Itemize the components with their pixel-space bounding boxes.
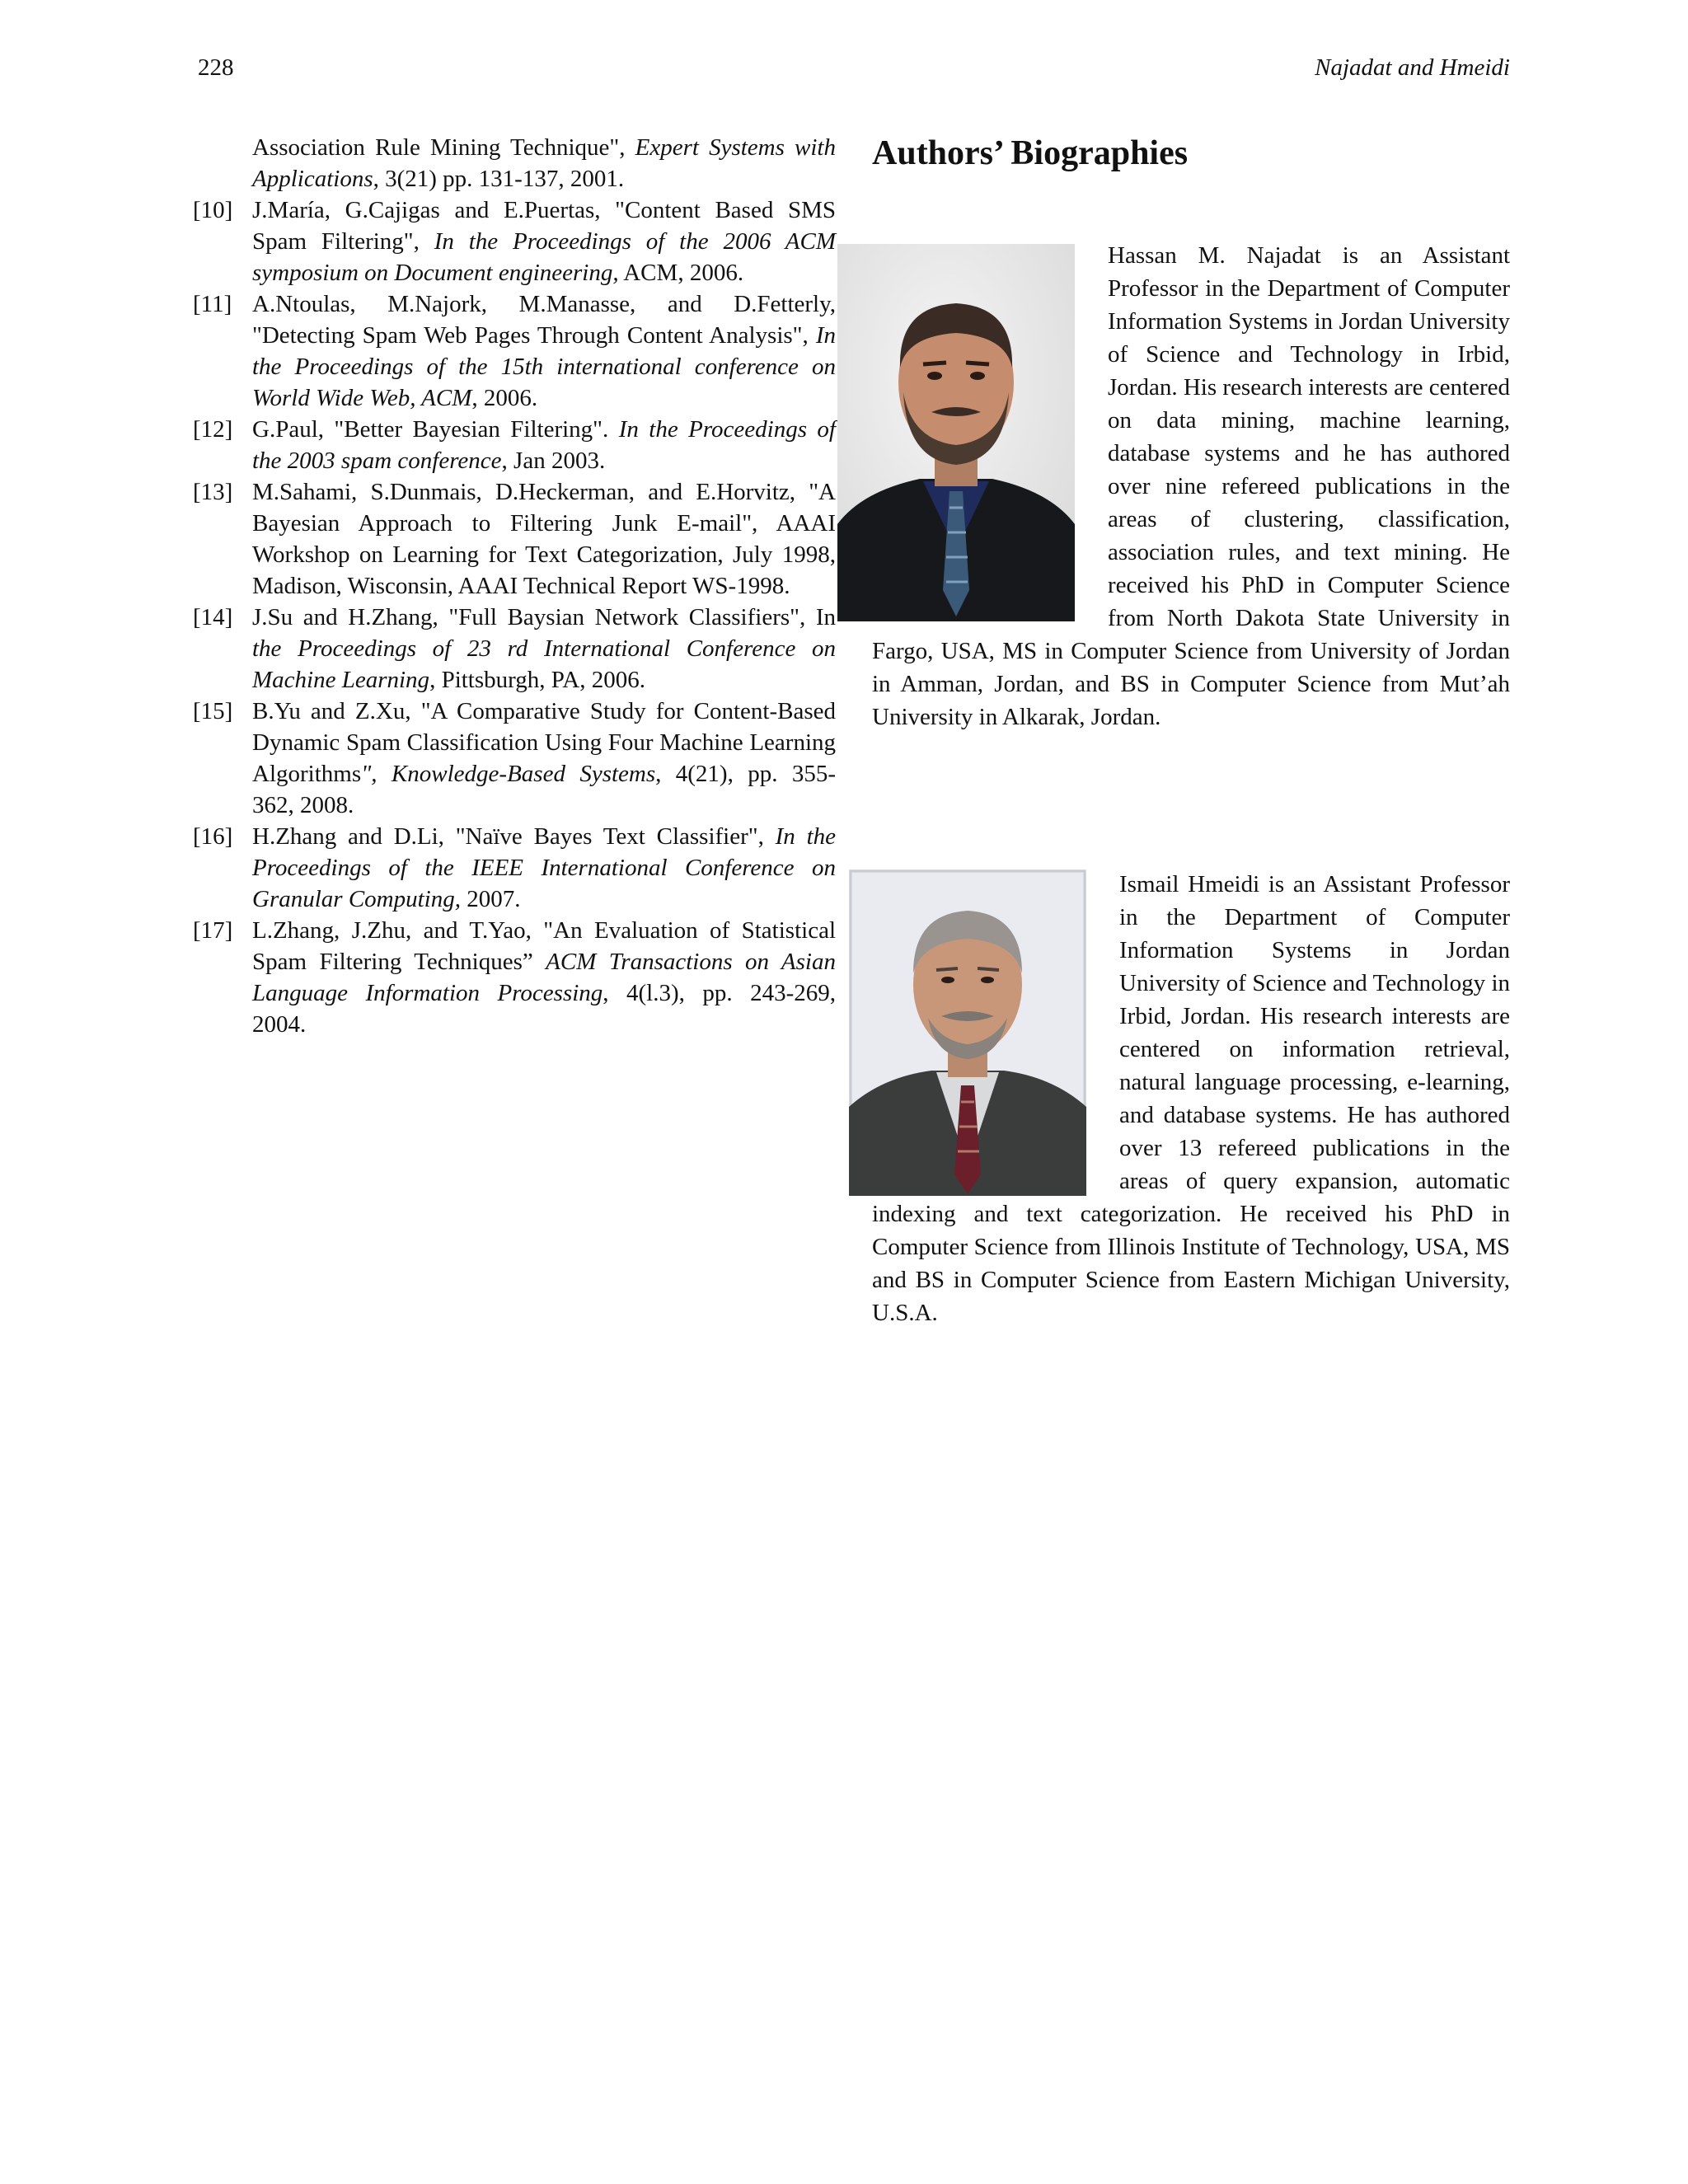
reference-italic: Expert Systems with Applications — [252, 134, 836, 192]
reference-text: B.Yu and Z.Xu, "A Comparative Study for Content-Based Dynamic Spam Classification Using Four Machine Learning Algorithms — [252, 698, 836, 787]
running-title: Najadat and Hmeidi — [1315, 54, 1510, 81]
reference-number: [15] — [193, 698, 233, 724]
references-list — [193, 132, 836, 1040]
reference-number: [12] — [193, 416, 233, 443]
reference-text: J.María, G.Cajigas and E.Puertas, "Content Based SMS Spam Filtering", — [252, 197, 836, 255]
reference-number: [17] — [193, 917, 233, 944]
reference-italic: In the Proceedings of the IEEE International Conference on Granular Computing, — [252, 823, 836, 912]
reference-item — [193, 194, 836, 288]
author-bio-text: Hassan M. Najadat is an Assistant Professor in the Department of Computer Information Systems in Jordan University of Science and Technology in Irbid, Jordan. His research interests are centered on data mining, machine learning, database systems and he has authored over nine refereed publications in the areas of clustering, classification, association rules, and text mining. He received his PhD in Computer Science from North Dakota State University in Fargo, USA, MS in Computer Science from University of Jordan in Amman, Jordan, and BS in Computer Science from Mut’ah University in Alkarak, Jordan. — [872, 242, 1510, 730]
author-photo — [849, 869, 1086, 1196]
reference-number: [14] — [193, 604, 233, 630]
reference-item — [193, 288, 836, 414]
reference-text: H.Zhang and D.Li, "Naïve Bayes Text Classifier", — [252, 823, 776, 850]
reference-italic: In the Proceedings of the 15th international conference on World Wide Web, ACM — [252, 322, 836, 411]
reference-item — [193, 915, 836, 1040]
reference-number: [11] — [193, 291, 232, 317]
reference-text: , Jan 2003. — [501, 448, 606, 474]
reference-text: Association Rule Mining Technique", — [252, 134, 635, 161]
reference-text: ACM, 2006. — [618, 260, 744, 286]
reference-item — [193, 821, 836, 915]
author-bio-text: Ismail Hmeidi is an Assistant Professor in the Department of Computer Information Systems in Jordan University of Science and Technology in Irbid, Jordan. His research interests are centered on information retrieval, natural language processing, e-learning, and database systems. He has authored over 13 refereed publications in the areas of query expansion, automatic indexing and text categorization. He received his PhD in Computer Science from Illinois Institute of Technology, USA, MS and BS in Computer Science from Eastern Michigan University, U.S.A. — [872, 871, 1510, 1326]
author-bio-najadat — [872, 239, 1510, 733]
reference-number: [10] — [193, 197, 233, 223]
reference-item — [193, 414, 836, 476]
reference-number: [13] — [193, 479, 233, 505]
reference-text: J.Su and H.Zhang, "Full Baysian Network Classifiers", In — [252, 604, 836, 630]
reference-text: , 4(21), pp. 355-362, 2008. — [252, 761, 836, 818]
reference-italic: the Proceedings of 23 rd International Conference on Machine Learning — [252, 635, 836, 693]
reference-text: , 4(l.3), pp. 243-269, 2004. — [252, 980, 836, 1038]
reference-italic: In the Proceedings of the 2006 ACM symposium on Document engineering, — [252, 228, 836, 286]
reference-item — [193, 602, 836, 696]
reference-continuation — [193, 132, 836, 194]
page-number: 228 — [198, 54, 234, 81]
reference-italic: ACM Transactions on Asian Language Information Processing — [252, 949, 836, 1006]
reference-number: [16] — [193, 823, 233, 850]
reference-item — [193, 476, 836, 602]
reference-text: G.Paul, "Better Bayesian Filtering". — [252, 416, 619, 443]
reference-text: L.Zhang, J.Zhu, and T.Yao, "An Evaluation of Statistical Spam Filtering Techniques” — [252, 917, 836, 975]
reference-text: , Pittsburgh, PA, 2006. — [429, 667, 645, 693]
reference-item — [193, 696, 836, 821]
reference-text: M.Sahami, S.Dunmais, D.Heckerman, and E.Horvitz, "A Bayesian Approach to Filtering Junk E-mail", AAAI Workshop on Learning for Text Categorization, July 1998, Madison, Wisconsin, AAAI Technical Report WS-1998. — [252, 479, 836, 599]
reference-italic: ", Knowledge-Based Systems — [361, 761, 656, 787]
author-photo — [837, 244, 1075, 621]
reference-text: 2007. — [460, 886, 521, 912]
section-title: Authors’ Biographies — [872, 134, 1189, 172]
reference-text: , 3(21) pp. 131-137, 2001. — [373, 166, 625, 192]
reference-italic: In the Proceedings of the 2003 spam conference — [252, 416, 836, 474]
reference-text: , 2006. — [471, 385, 538, 411]
author-bio-hmeidi — [872, 868, 1510, 1329]
reference-text: A.Ntoulas, M.Najork, M.Manasse, and D.Fetterly, "Detecting Spam Web Pages Through Content Analysis", — [252, 291, 836, 349]
